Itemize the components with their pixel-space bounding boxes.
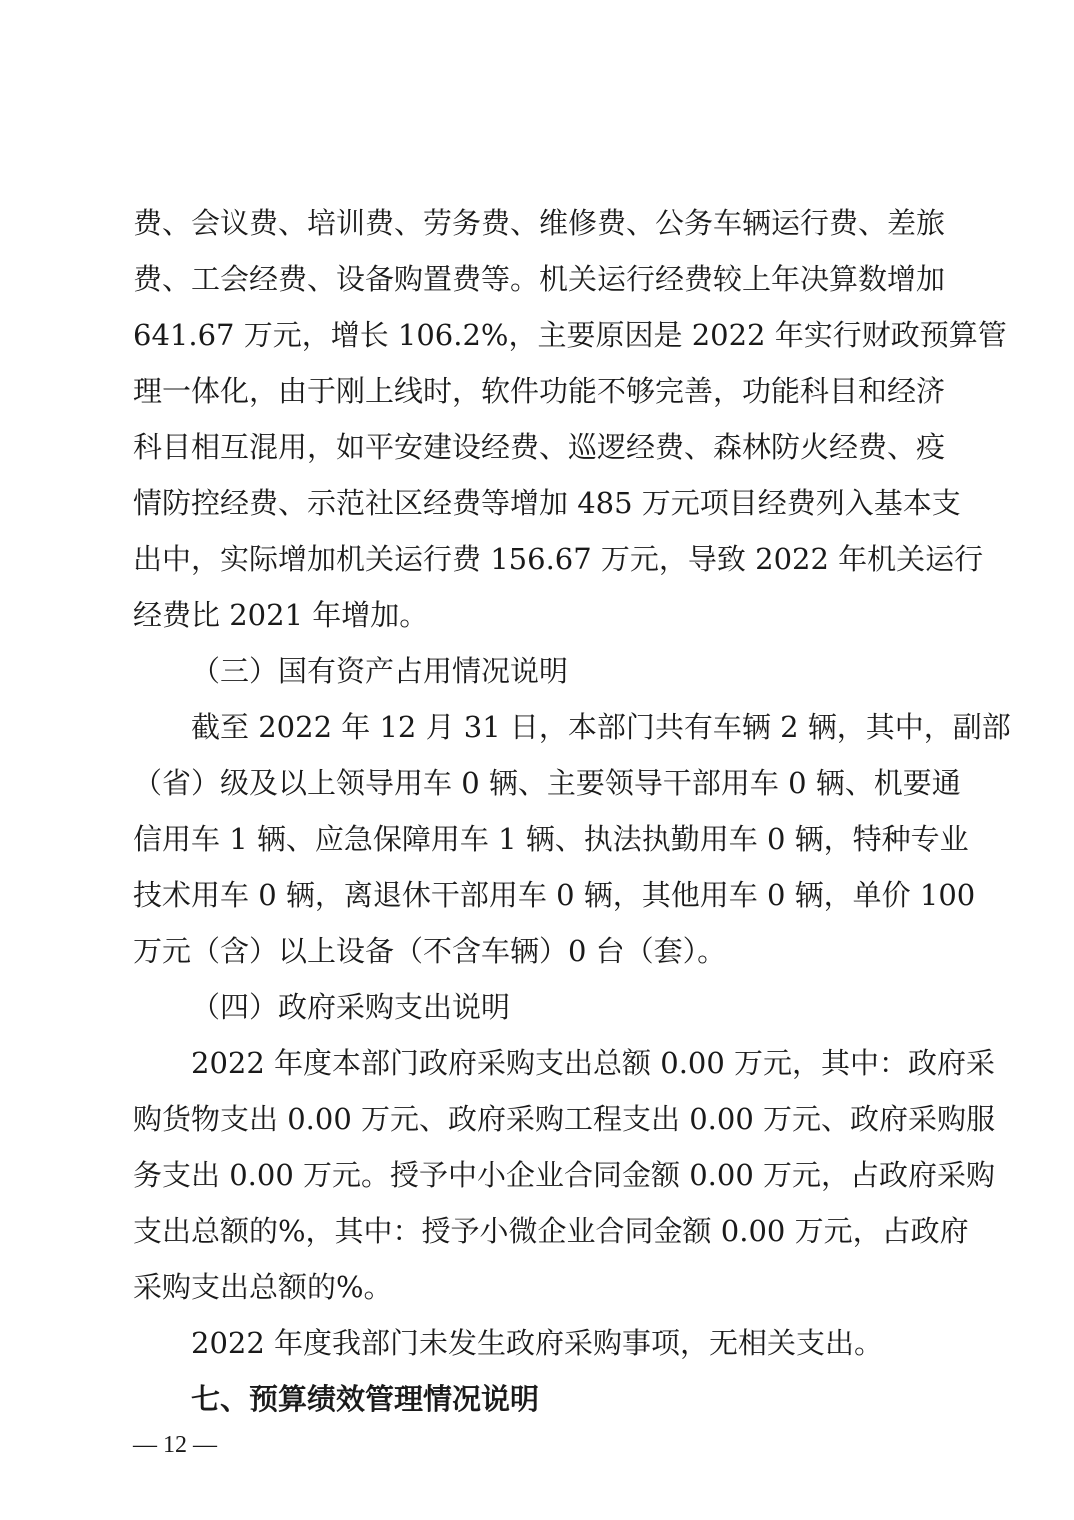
paragraph-procurement [133, 1035, 996, 1315]
text-line: 万元（含）以上设备（不含车辆）0 台（套）。 [133, 934, 727, 968]
text-line: 2022 年度本部门政府采购支出总额 0.00 万元，其中：政府采 [191, 1046, 996, 1080]
text-line: 641.67 万元，增长 106.2%，主要原因是 2022 年实行财政预算管 [133, 318, 1007, 352]
section-heading-assets: （三）国有资产占用情况说明 [191, 654, 569, 688]
text-line: 信用车 1 辆、应急保障用车 1 辆、执法执勤用车 0 辆，特种专业 [133, 822, 969, 856]
text-line: 费、会议费、培训费、劳务费、维修费、公务车辆运行费、差旅 [133, 206, 946, 240]
text-line: 科目相互混用，如平安建设经费、巡逻经费、森林防火经费、疫 [133, 430, 946, 464]
text-line: 理一体化，由于刚上线时，软件功能不够完善，功能科目和经济 [133, 374, 946, 408]
text-line: 采购支出总额的%。 [133, 1270, 393, 1304]
text-line: 出中，实际增加机关运行费 156.67 万元，导致 2022 年机关运行 [133, 542, 984, 576]
text-line: 务支出 0.00 万元。授予中小企业合同金额 0.00 万元，占政府采购 [133, 1158, 996, 1192]
section-heading-procurement: （四）政府采购支出说明 [191, 990, 511, 1024]
text-line: 技术用车 0 辆，离退休干部用车 0 辆，其他用车 0 辆，单价 100 [133, 878, 976, 912]
page-number: — 12 — [133, 1432, 217, 1458]
document-page [133, 195, 1011, 1427]
section-heading-performance: 七、预算绩效管理情况说明 [191, 1382, 540, 1416]
text-line: 支出总额的%，其中：授予小微企业合同金额 0.00 万元，占政府 [133, 1214, 969, 1248]
paragraph-operating-expenses [133, 195, 1007, 643]
text-line: 情防控经费、示范社区经费等增加 485 万元项目经费列入基本支 [133, 486, 961, 520]
paragraph-assets [133, 699, 1011, 979]
text-line: 购货物支出 0.00 万元、政府采购工程支出 0.00 万元、政府采购服 [133, 1102, 996, 1136]
text-line: 经费比 2021 年增加。 [133, 598, 429, 632]
procurement-note: 2022 年度我部门未发生政府采购事项，无相关支出。 [191, 1326, 884, 1360]
text-line: （省）级及以上领导用车 0 辆、主要领导干部用车 0 辆、机要通 [133, 766, 961, 800]
text-line: 费、工会经费、设备购置费等。机关运行经费较上年决算数增加 [133, 262, 946, 296]
text-line: 截至 2022 年 12 月 31 日，本部门共有车辆 2 辆，其中，副部 [191, 710, 1011, 744]
